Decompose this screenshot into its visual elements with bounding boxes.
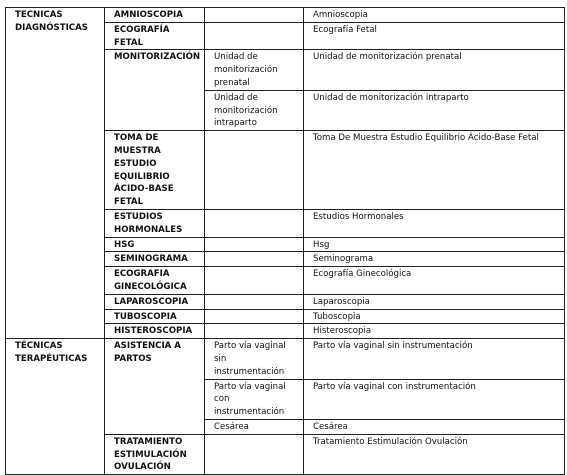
description-cell: Estudios Hormonales	[304, 209, 565, 237]
description-cell: Seminograma	[304, 252, 565, 267]
technique-cell: ECOGRAFIA GINECOLÓGICA	[105, 267, 205, 295]
subtype-cell	[205, 324, 304, 339]
subtype-cell: Parto vía vaginal sin instrumentación	[205, 339, 304, 379]
description-cell: Unidad de monitorización intraparto	[304, 90, 565, 130]
description-cell: Laparoscopia	[304, 294, 565, 309]
category-cell: TÉCNICAS TERAPÉUTICAS	[6, 339, 105, 475]
technique-cell: AMNIOSCOPIA	[105, 8, 205, 23]
subtype-cell	[205, 22, 304, 50]
description-cell: Unidad de monitorización prenatal	[304, 50, 565, 90]
description-cell: Histeroscopia	[304, 324, 565, 339]
technique-cell: TRATAMIENTO ESTIMULACIÓN OVULACIÓN	[105, 434, 205, 474]
description-cell: Amnioscopia	[304, 8, 565, 23]
technique-cell: TOMA DE MUESTRA ESTUDIO EQUILIBRIO ÁCIDO-BASE FETAL	[105, 131, 205, 210]
subtype-cell	[205, 8, 304, 23]
table-row	[6, 8, 565, 23]
technique-cell: TUBOSCOPIA	[105, 309, 205, 324]
subtype-cell: Parto vía vaginal con instrumentación	[205, 379, 304, 419]
techniques-table	[5, 7, 565, 475]
description-cell: Hsg	[304, 237, 565, 252]
subtype-cell: Unidad de monitorización intraparto	[205, 90, 304, 130]
description-cell: Ecografía Ginecológica	[304, 267, 565, 295]
technique-cell: ASISTENCIA A PARTOS	[105, 339, 205, 435]
technique-cell: ESTUDIOS HORMONALES	[105, 209, 205, 237]
subtype-cell	[205, 434, 304, 474]
subtype-cell	[205, 237, 304, 252]
technique-cell: LAPAROSCOPIA	[105, 294, 205, 309]
subtype-cell	[205, 267, 304, 295]
technique-cell: ECOGRAFÍA FETAL	[105, 22, 205, 50]
description-cell: Toma De Muestra Estudio Equilibrio Ácido-Base Fetal	[304, 131, 565, 210]
technique-cell: HISTEROSCOPIA	[105, 324, 205, 339]
description-cell: Tratamiento Estimulación Ovulación	[304, 434, 565, 474]
description-cell: Parto vía vaginal con instrumentación	[304, 379, 565, 419]
category-cell: TECNICAS DIAGNÓSTICAS	[6, 8, 105, 339]
description-cell: Tuboscopia	[304, 309, 565, 324]
subtype-cell	[205, 209, 304, 237]
description-cell: Parto vía vaginal sin instrumentación	[304, 339, 565, 379]
description-cell: Cesárea	[304, 419, 565, 434]
subtype-cell	[205, 309, 304, 324]
subtype-cell	[205, 252, 304, 267]
technique-cell: SEMINOGRAMA	[105, 252, 205, 267]
technique-cell: HSG	[105, 237, 205, 252]
subtype-cell: Cesárea	[205, 419, 304, 434]
technique-cell: MONITORIZACIÓN	[105, 50, 205, 131]
subtype-cell	[205, 131, 304, 210]
table-row	[6, 339, 565, 379]
description-cell: Ecografía Fetal	[304, 22, 565, 50]
subtype-cell: Unidad de monitorización prenatal	[205, 50, 304, 90]
subtype-cell	[205, 294, 304, 309]
